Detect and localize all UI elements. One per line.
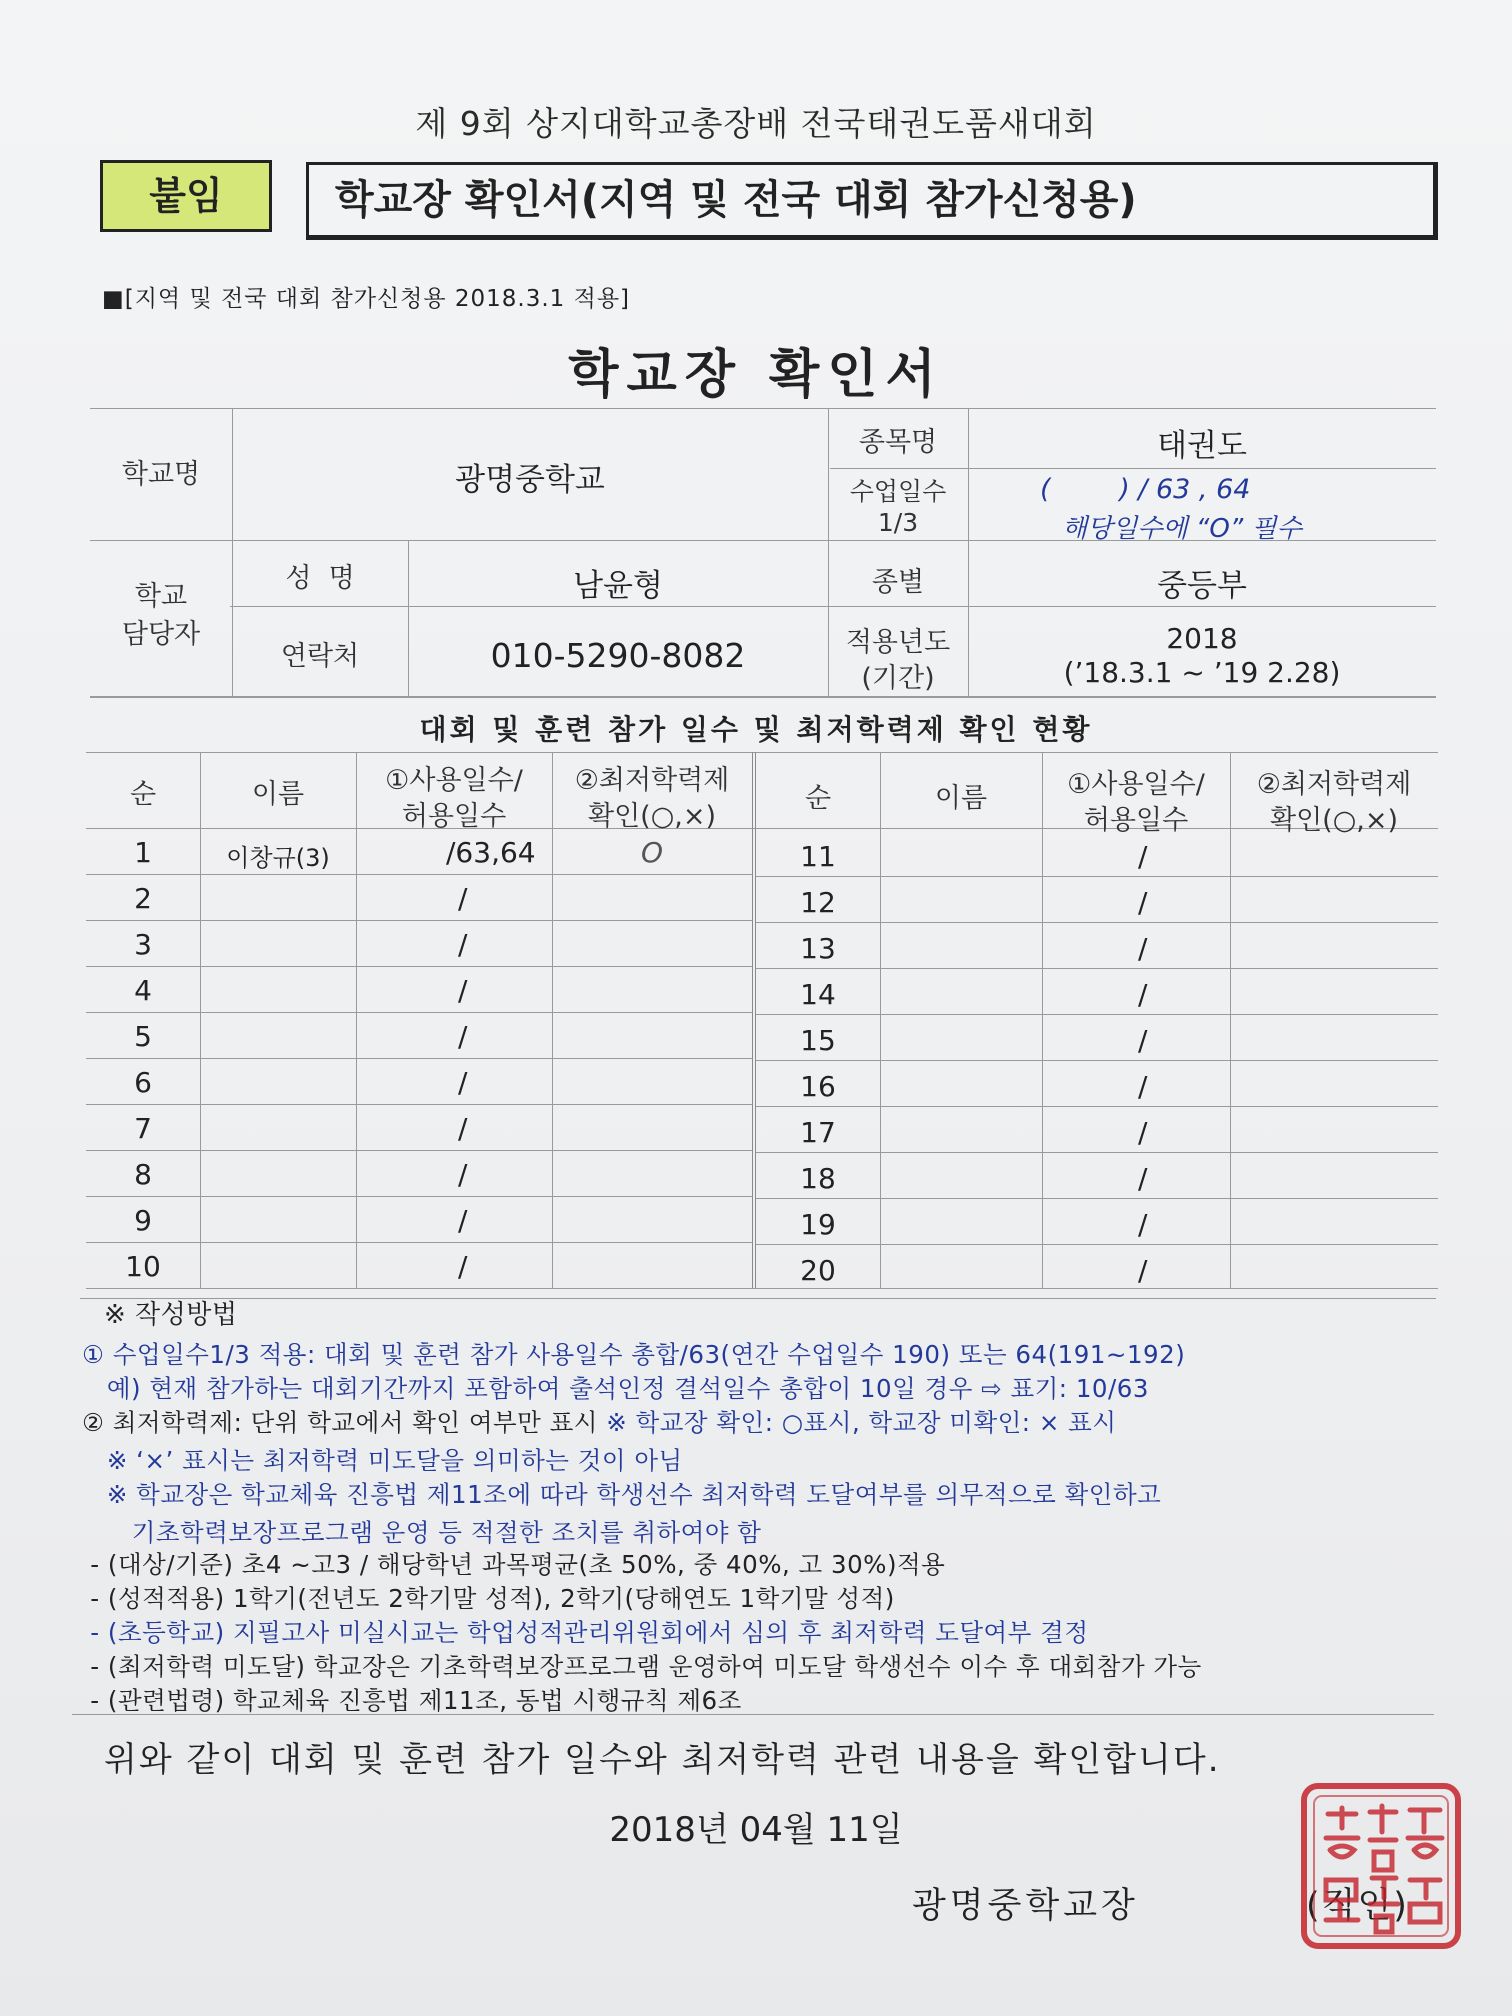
row-check: O	[640, 836, 664, 869]
col-days-left-2: 허용일수	[401, 801, 507, 832]
school-name-value: 광명중학교	[455, 462, 605, 498]
row-days: /	[458, 1250, 468, 1283]
row-number: 20	[800, 1254, 836, 1287]
note-line-black-part: ② 최저학력제: 단위 학교에서 확인 여부만 표시	[82, 1408, 607, 1437]
form-title: 학교장 확인서(지역 및 전국 대회 참가신청용)	[306, 162, 1438, 240]
issue-date: 2018년 04월 11일	[609, 1810, 903, 1850]
official-seal-icon	[1296, 1780, 1466, 1952]
school-name-label: 학교명	[121, 459, 201, 490]
row-days: /	[458, 1204, 468, 1237]
document-title: 학교장 확인서	[568, 345, 944, 405]
note-line: ※ ‘×’ 표시는 최저학력 미도달을 의미하는 것이 아님	[82, 1446, 683, 1475]
row-number: 1	[134, 836, 152, 869]
col-name-right: 이름	[934, 783, 988, 814]
row-days: /	[1138, 1254, 1148, 1287]
row-days: /	[1138, 886, 1148, 919]
manager-name-label: 성 명	[285, 563, 355, 594]
school-days-fraction: 1/3	[877, 508, 919, 537]
row-name: 이창규(3)	[226, 844, 330, 872]
row-days: /	[458, 1020, 468, 1053]
row-days: /	[1138, 1116, 1148, 1149]
note-line: - (성적적용) 1학기(전년도 2학기말 성적), 2학기(당해연도 1학기말 성적)	[82, 1584, 895, 1613]
row-days: /	[1138, 1208, 1148, 1241]
row-days: /	[1138, 1162, 1148, 1195]
row-days: /	[1138, 1024, 1148, 1057]
contact-value: 010-5290-8082	[490, 636, 746, 675]
note-line: - (최저학력 미도달) 학교장은 기초학력보장프로그램 운영하여 미도달 학생선수 이수 후 대회참가 가능	[82, 1652, 1202, 1681]
school-days-value: ( ) / 63 , 64	[1040, 474, 1251, 505]
row-number: 11	[800, 840, 836, 873]
row-number: 7	[134, 1112, 152, 1145]
row-days: /63,64	[446, 836, 536, 869]
year-period-label: (기간)	[861, 663, 935, 694]
manager-label-2: 담당자	[121, 619, 201, 650]
note-line	[82, 1404, 1117, 1439]
row-number: 17	[800, 1116, 836, 1149]
apply-note: ■[지역 및 전국 대회 참가신청용 2018.3.1 적용]	[102, 286, 631, 312]
row-days: /	[458, 1158, 468, 1191]
col-days-left: ①사용일수/	[385, 765, 523, 796]
note-line: ① 수업일수1/3 적용: 대회 및 훈련 참가 사용일수 총합/63(연간 수업일수 190) 또는 64(191~192)	[82, 1340, 1186, 1369]
row-days: /	[1138, 978, 1148, 1011]
row-days: /	[1138, 840, 1148, 873]
col-days-right-2: 허용일수	[1083, 805, 1189, 836]
row-number: 2	[134, 882, 152, 915]
col-no-left: 순	[129, 779, 157, 810]
note-line: 기초학력보장프로그램 운영 등 적절한 조치를 취하여야 함	[82, 1518, 762, 1547]
attachment-tag: 붙임	[100, 160, 272, 232]
year-period-value: (’18.3.1 ~ ’19 2.28)	[1063, 656, 1341, 689]
row-number: 4	[134, 974, 152, 1007]
row-number: 6	[134, 1066, 152, 1099]
row-days: /	[1138, 932, 1148, 965]
row-number: 15	[800, 1024, 836, 1057]
row-number: 10	[125, 1250, 161, 1283]
principal-signer: 광명중학교장	[912, 1886, 1139, 1926]
note-line: - (대상/기준) 초4 ~고3 / 해당학년 과목평균(초 50%, 중 40%, 고 30%)적용	[82, 1550, 946, 1579]
row-number: 9	[134, 1204, 152, 1237]
col-days-right: ①사용일수/	[1067, 769, 1205, 800]
row-days: /	[458, 928, 468, 961]
col-name-left: 이름	[251, 779, 305, 810]
col-check-right-2: 확인(○,×)	[1270, 805, 1398, 836]
row-number: 8	[134, 1158, 152, 1191]
row-number: 16	[800, 1070, 836, 1103]
event-label: 종목명	[858, 427, 938, 458]
note-line-blue-part: ※ 학교장 확인: ○표시, 학교장 미확인: × 표시	[606, 1408, 1117, 1437]
row-number: 12	[800, 886, 836, 919]
seal-label: (직인)	[1306, 1886, 1409, 1926]
year-value: 2018	[1166, 622, 1238, 655]
event-value: 태권도	[1157, 428, 1247, 464]
note-line: - (초등학교) 지필고사 미실시교는 학업성적관리위원회에서 심의 후 최저학력 도달여부 결정	[82, 1618, 1089, 1647]
school-days-note: 해당일수에 “O” 필수	[1062, 514, 1302, 544]
row-number: 3	[134, 928, 152, 961]
col-check-right: ②최저학력제	[1256, 769, 1412, 800]
row-days: /	[458, 1066, 468, 1099]
notes-heading: ※ 작성방법	[104, 1300, 238, 1330]
row-number: 19	[800, 1208, 836, 1241]
note-line: 예) 현재 참가하는 대회기간까지 포함하여 출석인정 결석일수 총합이 10일 경우 ⇨ 표기: 10/63	[82, 1374, 1149, 1403]
row-number: 13	[800, 932, 836, 965]
col-check-left-2: 확인(○,×)	[588, 801, 716, 832]
row-days: /	[458, 882, 468, 915]
category-value: 중등부	[1157, 568, 1247, 604]
row-days: /	[458, 974, 468, 1007]
col-check-left: ②최저학력제	[574, 765, 730, 796]
year-label: 적용년도	[845, 627, 951, 658]
manager-label-1: 학교	[134, 581, 188, 612]
note-line: ※ 학교장은 학교체육 진흥법 제11조에 따라 학생선수 최저학력 도달여부를 의무적으로 확인하고	[82, 1480, 1162, 1509]
contact-label: 연락처	[280, 641, 360, 672]
row-days: /	[1138, 1070, 1148, 1103]
manager-name-value: 남윤형	[573, 568, 663, 604]
event-header: 제 9회 상지대학교총장배 전국태권도품새대회	[415, 104, 1097, 143]
row-number: 18	[800, 1162, 836, 1195]
category-label: 종별	[871, 567, 925, 598]
table-title: 대회 및 훈련 참가 일수 및 최저학력제 확인 현황	[419, 713, 1093, 746]
row-number: 5	[134, 1020, 152, 1053]
col-no-right: 순	[804, 783, 832, 814]
row-number: 14	[800, 978, 836, 1011]
confirmation-text: 위와 같이 대회 및 훈련 참가 일수와 최저학력 관련 내용을 확인합니다.	[104, 1740, 1221, 1780]
note-line: - (관련법령) 학교체육 진흥법 제11조, 동법 시행규칙 제6조	[82, 1686, 742, 1715]
row-days: /	[458, 1112, 468, 1145]
school-days-label: 수업일수	[849, 477, 947, 506]
